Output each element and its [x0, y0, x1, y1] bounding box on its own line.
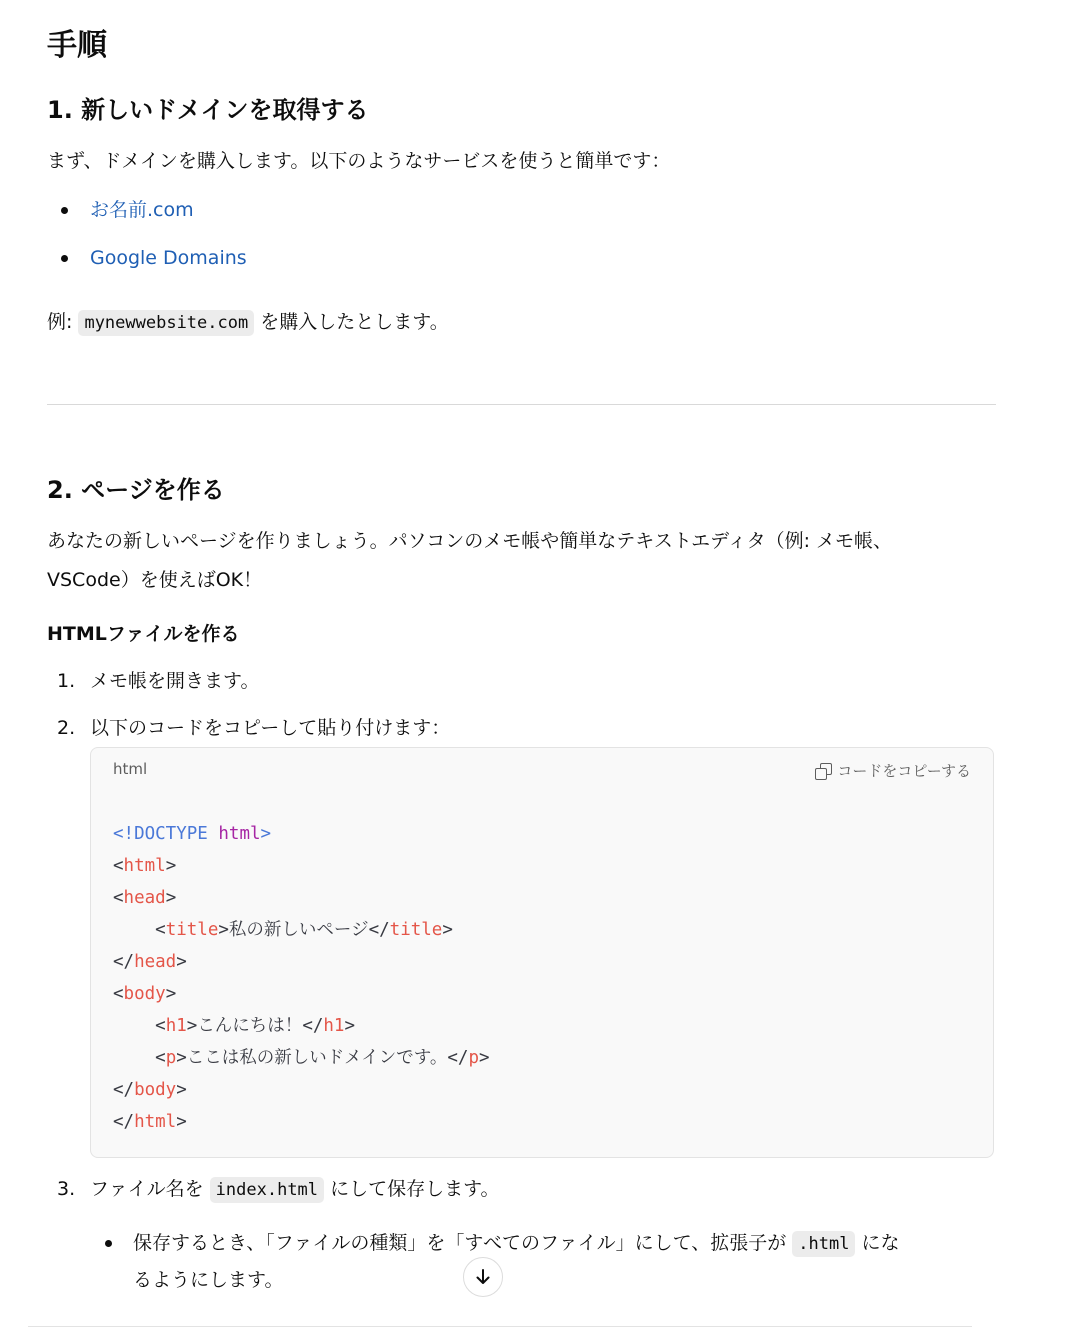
- bullet-dot: [61, 255, 68, 262]
- code-language-label: html: [113, 760, 148, 778]
- code-p-text: ここは私の新しいドメインです。: [186, 1048, 448, 1068]
- inline-code-domain: mynewwebsite.com: [78, 310, 254, 336]
- step2-title: 2. ページを作る: [47, 476, 225, 504]
- code-h1-text: こんにちは！: [197, 1016, 303, 1036]
- copy-code-label: コードをコピーする: [837, 762, 971, 780]
- sub-bullet-item: [90, 1228, 996, 1298]
- step2-subheading: HTMLファイルを作る: [47, 623, 240, 645]
- sub-bullet-line1: [133, 1228, 900, 1259]
- link-google-domains[interactable]: Google Domains: [90, 247, 247, 269]
- inline-code-extension: .html: [792, 1231, 855, 1257]
- sub-bullet-after: にな: [855, 1232, 900, 1254]
- inline-code-filename: index.html: [210, 1177, 324, 1203]
- list-item: [47, 195, 347, 225]
- bullet-dot: [61, 207, 68, 214]
- example-prefix: 例:: [47, 311, 79, 333]
- code-content: <!DOCTYPE html> <html> <head> <title>私の新しいページ</title> </head> <body> <h1>こんにちは！</h1> <p>ここは私の新しいドメインです。</p> </body> </html>: [113, 824, 490, 1132]
- step1-example: [47, 303, 996, 342]
- sub-bullet-line2: るようにします。: [133, 1269, 284, 1291]
- page-heading: 手順: [47, 28, 107, 63]
- item3-text-after: にして保存します。: [324, 1178, 500, 1200]
- copy-icon: [815, 763, 831, 779]
- sub-bullet-before: 保存するとき、「ファイルの種類」を「すべてのファイル」にして、拡張子が: [133, 1232, 793, 1254]
- list-item-text: [90, 1174, 500, 1205]
- divider: [47, 404, 996, 405]
- arrow-down-icon: [473, 1267, 493, 1287]
- list-item-text: 以下のコードをコピーして貼り付けます：: [90, 717, 451, 739]
- step1-intro: まず、ドメインを購入します。以下のようなサービスを使うと簡単です：: [47, 150, 671, 172]
- list-number: 2.: [57, 717, 76, 739]
- link-onamae[interactable]: お名前.com: [90, 199, 194, 221]
- item3-text-before: ファイル名を: [90, 1178, 210, 1200]
- list-number: 1.: [57, 670, 76, 692]
- scroll-down-button[interactable]: [463, 1257, 503, 1297]
- list-number: 3.: [57, 1178, 76, 1200]
- step2-intro-line1: あなたの新しいページを作りましょう。パソコンのメモ帳や簡単なテキストエディタ（例: メモ帳、: [47, 530, 893, 552]
- step2-intro-line2: VSCode）を使えばOK！: [47, 569, 263, 591]
- code-block: [90, 747, 994, 1158]
- step1-title: 1. 新しいドメインを取得する: [47, 96, 369, 124]
- example-suffix: を購入したとします。: [254, 311, 449, 333]
- list-item-text: メモ帳を開きます。: [90, 670, 260, 692]
- list-item: [47, 243, 347, 273]
- code-title-text: 私の新しいページ: [228, 920, 369, 940]
- bullet-dot: [105, 1240, 112, 1247]
- copy-code-button[interactable]: [815, 760, 971, 781]
